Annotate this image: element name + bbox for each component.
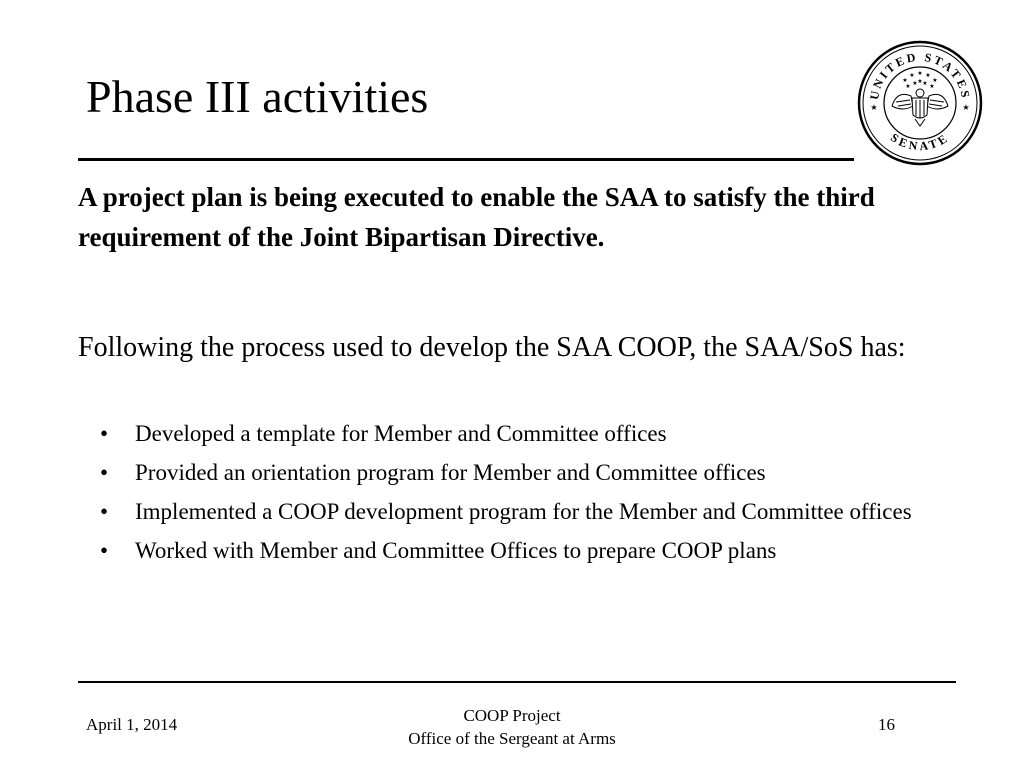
svg-text:★: ★ (925, 72, 931, 79)
svg-text:★: ★ (909, 72, 915, 79)
svg-text:★: ★ (917, 78, 923, 85)
svg-text:★: ★ (912, 80, 918, 87)
bullet-marker: • (100, 538, 109, 563)
bullet-marker: • (100, 460, 109, 485)
bullet-item (78, 496, 948, 528)
svg-text:★: ★ (922, 80, 928, 87)
svg-text:★: ★ (962, 103, 970, 112)
bullet-list (78, 418, 948, 574)
svg-text:★: ★ (902, 77, 908, 84)
svg-text:★: ★ (870, 103, 878, 112)
footer-date: April 1, 2014 (86, 715, 178, 734)
page-number: 16 (878, 715, 895, 734)
footer-divider (78, 681, 956, 683)
seal-bottom-text: SENATE (888, 130, 952, 154)
bullet-text: Developed a template for Member and Committee offices (135, 421, 667, 446)
title-divider (78, 158, 854, 161)
slide-title: Phase III activities (86, 71, 429, 122)
footer-center (312, 704, 712, 750)
footer-office: Office of the Sergeant at Arms (408, 729, 616, 748)
footer-project: COOP Project (463, 706, 561, 725)
lead-statement: A project plan is being executed to enable the SAA to satisfy the third requirement of the Joint Bipartisan Directive. (78, 182, 875, 252)
svg-text:★: ★ (905, 83, 911, 90)
bullet-text: Provided an orientation program for Member and Committee offices (135, 460, 766, 485)
svg-text:★: ★ (917, 70, 923, 77)
bullet-item (78, 418, 948, 450)
bullet-marker: • (100, 421, 109, 446)
svg-text:★: ★ (929, 83, 935, 90)
bullet-text: Worked with Member and Committee Offices to prepare COOP plans (135, 538, 777, 563)
bullet-item (78, 457, 948, 489)
bullet-item (78, 535, 948, 567)
bullet-marker: • (100, 499, 109, 524)
senate-seal-icon (857, 40, 983, 166)
intro-text: Following the process used to develop the SAA COOP, the SAA/SoS has: (78, 332, 906, 363)
svg-text:★: ★ (932, 77, 938, 84)
seal-top-text: UNITED STATES (866, 49, 974, 101)
bullet-text: Implemented a COOP development program for the Member and Committee offices (135, 499, 912, 524)
